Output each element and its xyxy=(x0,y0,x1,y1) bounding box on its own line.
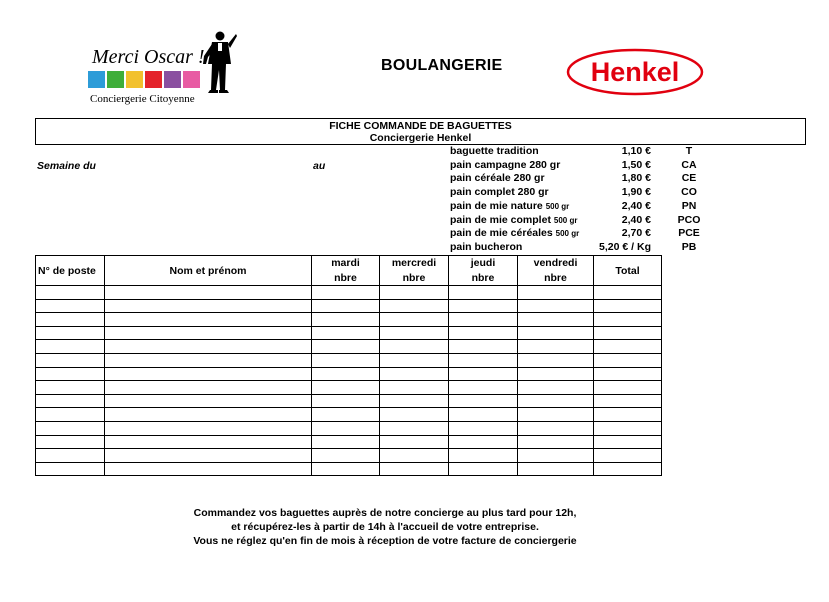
tuesday-cell[interactable] xyxy=(312,435,380,449)
pencil-icon xyxy=(164,71,181,88)
table-row xyxy=(36,326,662,340)
product-name xyxy=(450,227,579,239)
product-name xyxy=(450,186,549,198)
tuesday-cell[interactable] xyxy=(312,394,380,408)
thursday-cell[interactable] xyxy=(449,326,518,340)
tuesday-cell[interactable] xyxy=(312,449,380,463)
table-row xyxy=(36,299,662,313)
thursday-cell[interactable] xyxy=(449,421,518,435)
price-row xyxy=(450,200,702,214)
price-row xyxy=(450,172,702,186)
product-price: 1,10 € xyxy=(621,145,651,157)
product-code: CE xyxy=(681,172,697,185)
product-name xyxy=(450,200,569,212)
logo-service-icons xyxy=(88,71,200,88)
post-cell[interactable] xyxy=(36,326,105,340)
wednesday-cell[interactable] xyxy=(380,408,449,422)
footer-line-1: Commandez vos baguettes auprès de notre concierge au plus tard pour 12h, xyxy=(193,507,577,519)
form-subtitle: Conciergerie Henkel xyxy=(369,132,472,144)
logo-subtitle: Conciergerie Citoyenne xyxy=(90,93,195,105)
price-row xyxy=(450,241,702,255)
table-row xyxy=(36,435,662,449)
total-cell[interactable] xyxy=(594,286,662,300)
tuesday-cell[interactable] xyxy=(312,381,380,395)
tuesday-cell[interactable] xyxy=(312,462,380,476)
product-price: 1,50 € xyxy=(621,158,651,171)
product-price: 1,90 € xyxy=(621,186,651,199)
shoe-icon xyxy=(126,71,143,88)
price-row xyxy=(450,186,702,200)
wednesday-cell[interactable] xyxy=(380,394,449,408)
total-cell[interactable] xyxy=(594,435,662,449)
butler-figure-icon xyxy=(198,30,238,96)
post-cell[interactable] xyxy=(36,421,105,435)
product-label: pain de mie complet xyxy=(450,213,551,226)
post-cell[interactable] xyxy=(36,340,105,354)
header-unit: nbre xyxy=(380,271,449,286)
product-price: 1,80 € xyxy=(621,172,651,185)
product-price: 5,20 € / Kg xyxy=(599,240,651,253)
post-cell[interactable] xyxy=(36,449,105,463)
header-unit: nbre xyxy=(518,271,594,286)
name-cell[interactable] xyxy=(105,286,312,300)
name-cell[interactable] xyxy=(105,462,312,476)
logo-title: Merci Oscar ! xyxy=(92,46,205,68)
friday-cell[interactable] xyxy=(518,394,594,408)
post-cell[interactable] xyxy=(36,394,105,408)
to-label: au xyxy=(313,160,326,172)
product-code: PN xyxy=(681,199,697,212)
name-cell[interactable] xyxy=(105,313,312,327)
table-row xyxy=(36,367,662,381)
basket-icon xyxy=(145,71,162,88)
form-title: FICHE COMMANDE DE BAGUETTES xyxy=(329,120,512,132)
post-cell[interactable] xyxy=(36,367,105,381)
wednesday-cell[interactable] xyxy=(380,286,449,300)
merci-oscar-logo xyxy=(84,38,244,104)
friday-cell[interactable] xyxy=(518,286,594,300)
product-name xyxy=(450,172,545,184)
henkel-wordmark: Henkel xyxy=(590,57,680,87)
header-total: Total xyxy=(594,256,662,286)
product-label: pain complet 280 gr xyxy=(450,186,549,199)
tuesday-cell[interactable] xyxy=(312,421,380,435)
thursday-cell[interactable] xyxy=(449,462,518,476)
product-name xyxy=(450,241,522,253)
footer-line-3: Vous ne réglez qu'en fin de mois à réception de votre facture de conciergerie xyxy=(193,535,577,547)
product-label: pain campagne 280 gr xyxy=(450,158,561,171)
total-cell[interactable] xyxy=(594,313,662,327)
price-row xyxy=(450,159,702,173)
post-cell[interactable] xyxy=(36,286,105,300)
friday-cell[interactable] xyxy=(518,462,594,476)
total-cell[interactable] xyxy=(594,299,662,313)
friday-cell[interactable] xyxy=(518,435,594,449)
total-cell[interactable] xyxy=(594,421,662,435)
header-name: Nom et prénom xyxy=(105,256,312,286)
total-cell[interactable] xyxy=(594,408,662,422)
wednesday-cell[interactable] xyxy=(380,299,449,313)
name-cell[interactable] xyxy=(105,367,312,381)
table-row xyxy=(36,353,662,367)
table-row xyxy=(36,286,662,300)
tuesday-cell[interactable] xyxy=(312,286,380,300)
product-code: CO xyxy=(681,186,697,199)
shop-title: BOULANGERIE xyxy=(381,57,503,74)
name-cell[interactable] xyxy=(105,326,312,340)
product-size: 500 gr xyxy=(555,229,580,239)
week-label: Semaine du xyxy=(37,160,96,172)
name-cell[interactable] xyxy=(105,381,312,395)
form-header xyxy=(35,118,806,145)
total-cell[interactable] xyxy=(594,449,662,463)
table-row xyxy=(36,340,662,354)
name-cell[interactable] xyxy=(105,435,312,449)
wednesday-cell[interactable] xyxy=(380,381,449,395)
wednesday-cell[interactable] xyxy=(380,353,449,367)
name-cell[interactable] xyxy=(105,394,312,408)
total-cell[interactable] xyxy=(594,367,662,381)
product-code: T xyxy=(685,145,693,157)
laundry-icon xyxy=(88,71,105,88)
thursday-cell[interactable] xyxy=(449,449,518,463)
price-row xyxy=(450,214,702,228)
name-cell[interactable] xyxy=(105,299,312,313)
friday-cell[interactable] xyxy=(518,367,594,381)
thursday-cell[interactable] xyxy=(449,286,518,300)
product-label: pain de mie céréales xyxy=(450,227,553,240)
name-cell[interactable] xyxy=(105,408,312,422)
table-row xyxy=(36,394,662,408)
header-day-tuesday: mardi xyxy=(312,256,380,271)
wednesday-cell[interactable] xyxy=(380,340,449,354)
instructions-footer xyxy=(140,506,630,548)
name-cell[interactable] xyxy=(105,421,312,435)
post-cell[interactable] xyxy=(36,353,105,367)
product-size: 500 gr xyxy=(553,215,578,225)
friday-cell[interactable] xyxy=(518,313,594,327)
thursday-cell[interactable] xyxy=(449,313,518,327)
theatre-masks-icon xyxy=(107,71,124,88)
thursday-cell[interactable] xyxy=(449,353,518,367)
tuesday-cell[interactable] xyxy=(312,353,380,367)
product-name xyxy=(450,214,577,226)
wednesday-cell[interactable] xyxy=(380,435,449,449)
total-cell[interactable] xyxy=(594,394,662,408)
tuesday-cell[interactable] xyxy=(312,408,380,422)
order-table xyxy=(35,255,662,476)
product-price: 2,70 € xyxy=(621,227,651,240)
friday-cell[interactable] xyxy=(518,421,594,435)
total-cell[interactable] xyxy=(594,353,662,367)
price-row xyxy=(450,227,702,241)
tuesday-cell[interactable] xyxy=(312,313,380,327)
post-cell[interactable] xyxy=(36,313,105,327)
header-day-wednesday: mercredi xyxy=(380,256,449,271)
total-cell[interactable] xyxy=(594,326,662,340)
name-cell[interactable] xyxy=(105,449,312,463)
wednesday-cell[interactable] xyxy=(380,367,449,381)
product-size: 500 gr xyxy=(545,201,570,211)
header-post: N° de poste xyxy=(36,256,105,286)
product-code: PCO xyxy=(677,213,701,226)
product-code: PB xyxy=(681,240,697,253)
post-cell[interactable] xyxy=(36,462,105,476)
name-cell[interactable] xyxy=(105,353,312,367)
thursday-cell[interactable] xyxy=(449,367,518,381)
total-cell[interactable] xyxy=(594,340,662,354)
total-cell[interactable] xyxy=(594,462,662,476)
thursday-cell[interactable] xyxy=(449,435,518,449)
product-label: pain bucheron xyxy=(450,240,523,253)
name-cell[interactable] xyxy=(105,340,312,354)
table-row xyxy=(36,449,662,463)
header-day-thursday: jeudi xyxy=(449,256,518,271)
header-day-friday: vendredi xyxy=(518,256,594,271)
friday-cell[interactable] xyxy=(518,299,594,313)
product-label: baguette tradition xyxy=(450,145,539,157)
footer-line-2: et récupérez-les à partir de 14h à l'accueil de votre entreprise. xyxy=(231,521,539,533)
tuesday-cell[interactable] xyxy=(312,299,380,313)
post-cell[interactable] xyxy=(36,408,105,422)
friday-cell[interactable] xyxy=(518,449,594,463)
product-name xyxy=(450,159,560,171)
tuesday-cell[interactable] xyxy=(312,326,380,340)
post-cell[interactable] xyxy=(36,435,105,449)
product-code: PCE xyxy=(678,227,700,240)
post-cell[interactable] xyxy=(36,299,105,313)
tuesday-cell[interactable] xyxy=(312,367,380,381)
friday-cell[interactable] xyxy=(518,381,594,395)
friday-cell[interactable] xyxy=(518,340,594,354)
wednesday-cell[interactable] xyxy=(380,326,449,340)
table-row xyxy=(36,421,662,435)
header-unit: nbre xyxy=(449,271,518,286)
post-cell[interactable] xyxy=(36,381,105,395)
wednesday-cell[interactable] xyxy=(380,421,449,435)
wednesday-cell[interactable] xyxy=(380,449,449,463)
thursday-cell[interactable] xyxy=(449,381,518,395)
table-row xyxy=(36,408,662,422)
product-code: CA xyxy=(681,158,697,171)
header-unit: nbre xyxy=(312,271,380,286)
thursday-cell[interactable] xyxy=(449,299,518,313)
price-row xyxy=(450,145,702,159)
table-row xyxy=(36,381,662,395)
total-cell[interactable] xyxy=(594,381,662,395)
product-label: pain céréale 280 gr xyxy=(450,172,545,185)
thursday-cell[interactable] xyxy=(449,394,518,408)
thursday-cell[interactable] xyxy=(449,340,518,354)
tuesday-cell[interactable] xyxy=(312,340,380,354)
thursday-cell[interactable] xyxy=(449,408,518,422)
friday-cell[interactable] xyxy=(518,326,594,340)
product-price: 2,40 € xyxy=(621,199,651,212)
table-row xyxy=(36,313,662,327)
product-name xyxy=(450,145,539,157)
wednesday-cell[interactable] xyxy=(380,313,449,327)
product-price: 2,40 € xyxy=(621,213,651,226)
friday-cell[interactable] xyxy=(518,353,594,367)
wednesday-cell[interactable] xyxy=(380,462,449,476)
table-row xyxy=(36,462,662,476)
henkel-logo xyxy=(566,48,704,96)
product-label: pain de mie nature xyxy=(450,199,543,212)
friday-cell[interactable] xyxy=(518,408,594,422)
